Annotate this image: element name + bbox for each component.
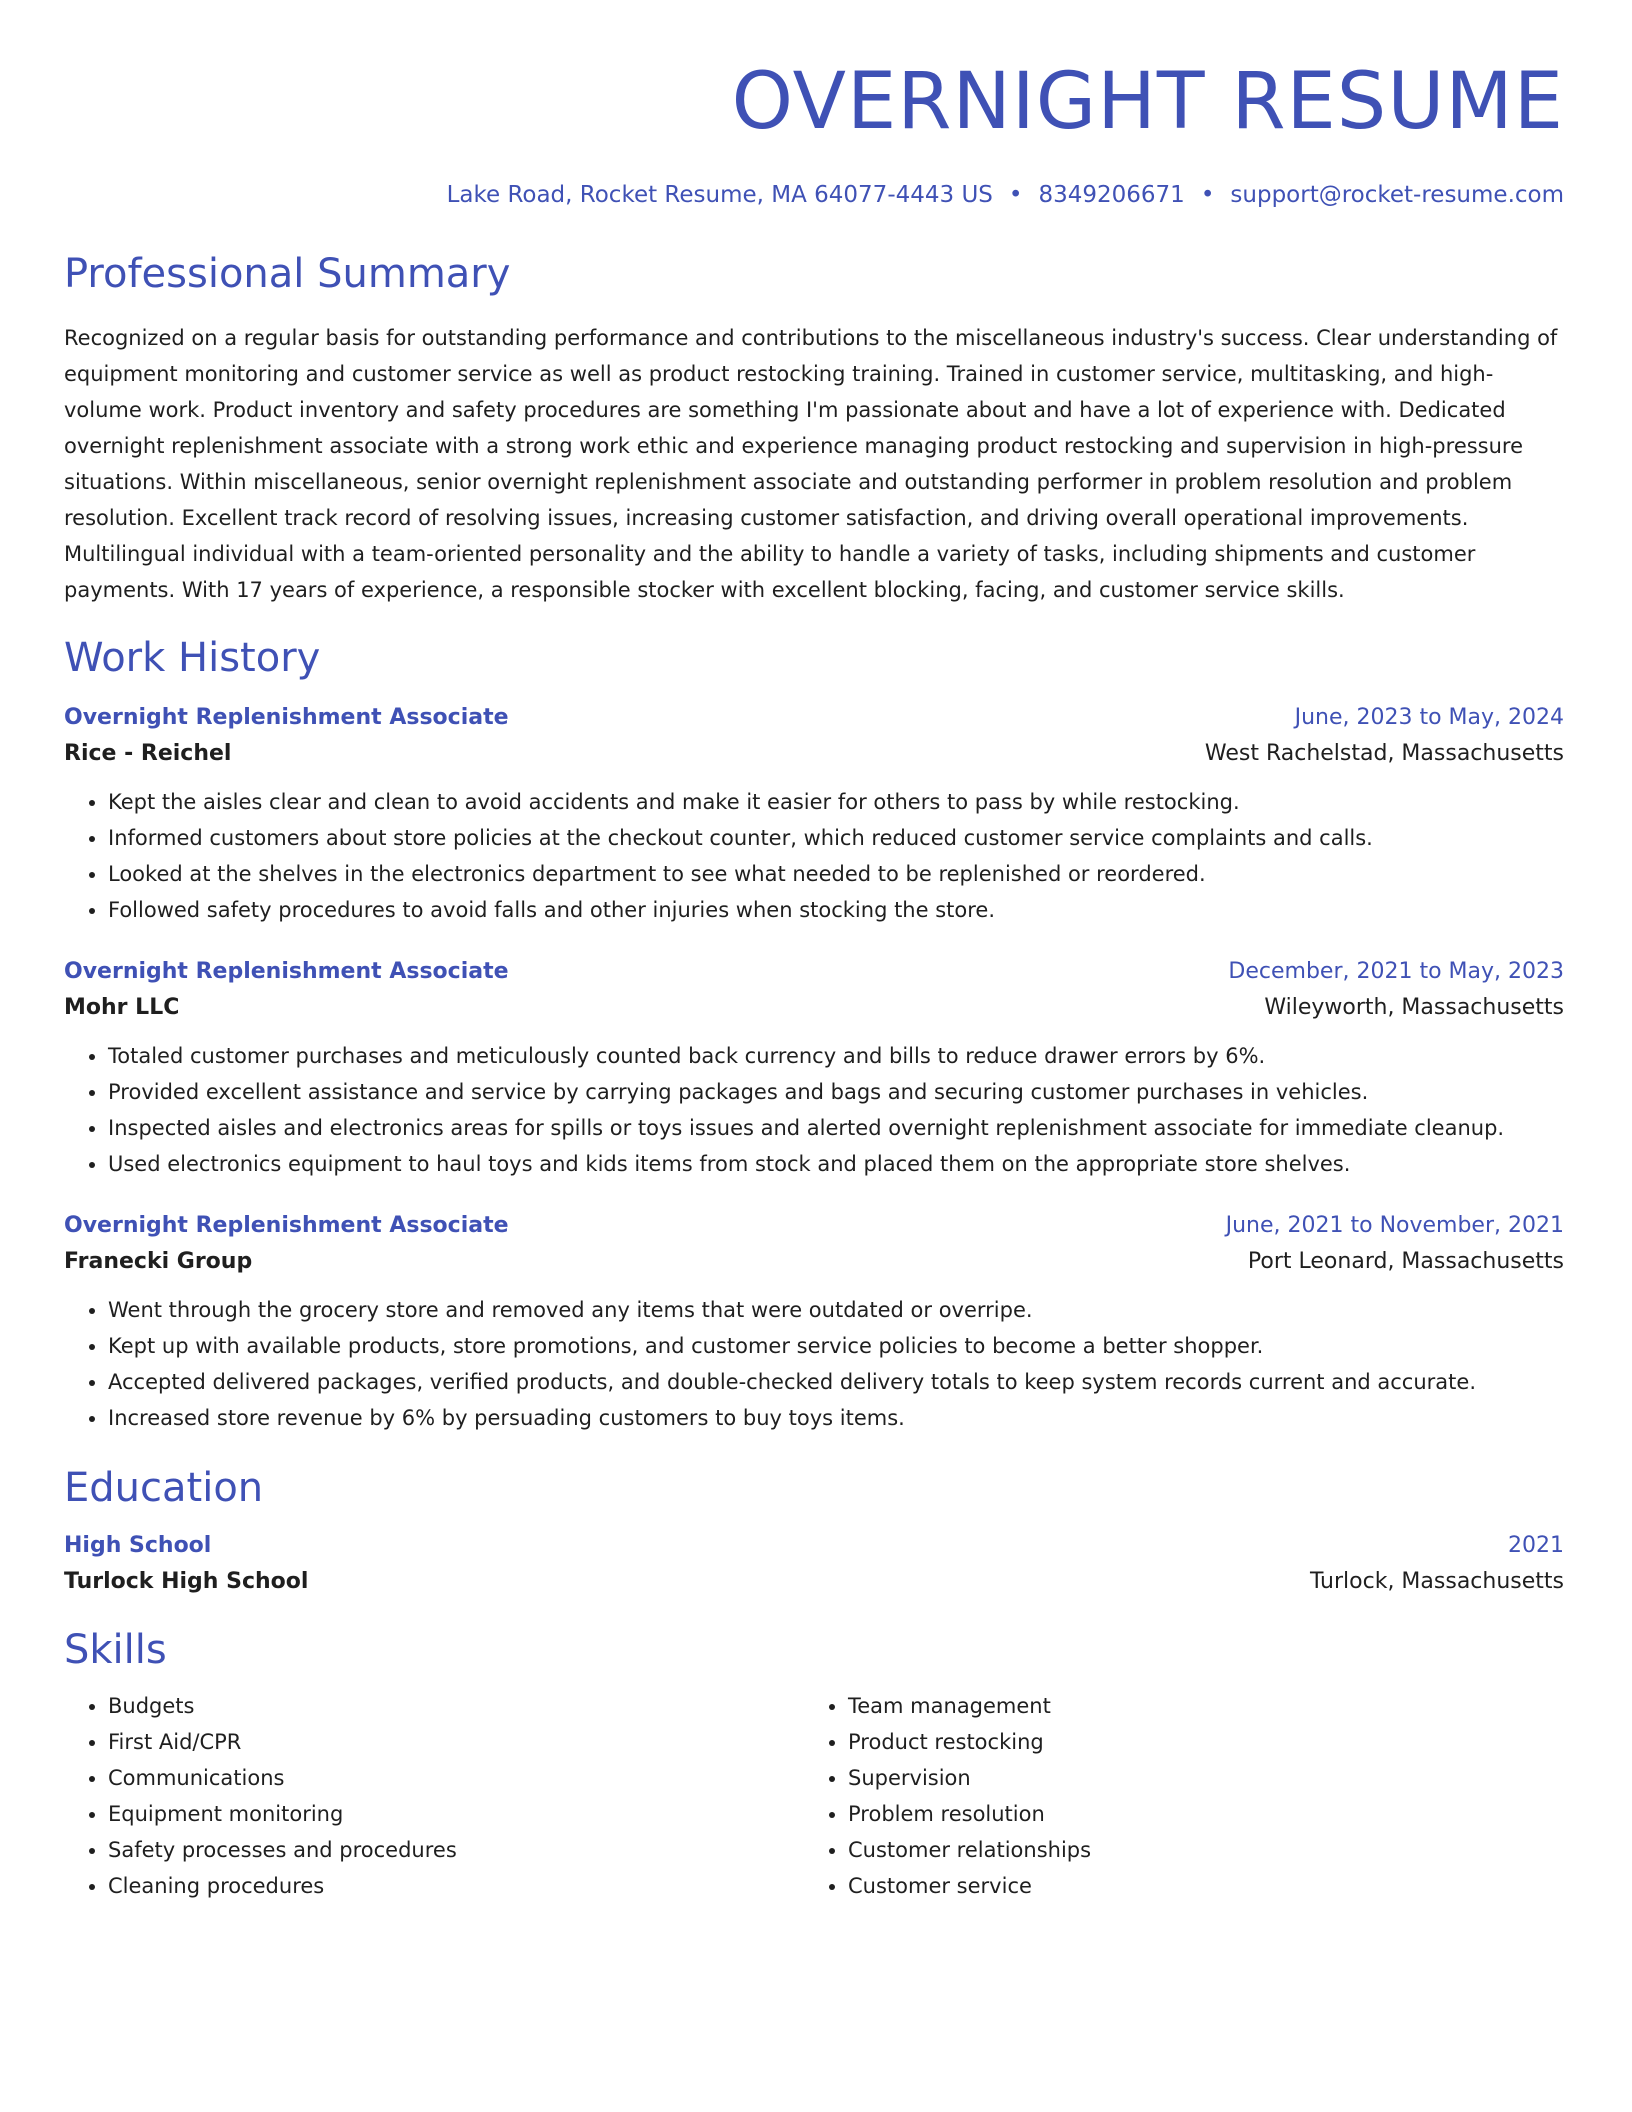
job-entry (64, 1210, 1564, 1436)
work-history-heading: Work History (64, 635, 321, 681)
job-location: West Rachelstad, Massachusetts (1204, 741, 1564, 766)
candidate-name: OVERNIGHT RESUME (731, 57, 1564, 147)
skill-item: • Communications (108, 1760, 804, 1796)
summary-heading: Professional Summary (64, 251, 511, 297)
job-bullet: • Increased store revenue by 6% by persuading customers to buy toys items. (108, 1400, 1564, 1436)
skill-item: • Budgets (108, 1688, 804, 1724)
job-title: Overnight Replenishment Associate (64, 959, 509, 984)
contact-email: support@rocket-resume.com (1230, 182, 1564, 208)
resume-page (64, 0, 1564, 1904)
skill-item: • Product restocking (848, 1724, 1544, 1760)
skill-item: • Safety processes and procedures (108, 1832, 804, 1868)
job-location: Port Leonard, Massachusetts (1247, 1249, 1564, 1274)
job-company: Rice - Reichel (64, 741, 232, 766)
skill-item: • Cleaning procedures (108, 1868, 804, 1904)
skill-item: • Supervision (848, 1760, 1544, 1796)
job-entry (64, 956, 1564, 1182)
job-bullets (64, 1292, 1564, 1436)
job-dates: June, 2021 to November, 2021 (1225, 1213, 1564, 1238)
skills-list (64, 1688, 1564, 1904)
job-bullet: • Went through the grocery store and removed any items that were outdated or overripe. (108, 1292, 1564, 1328)
job-bullet: • Provided excellent assistance and service by carrying packages and bags and securing customer purchases in vehicles. (108, 1074, 1564, 1110)
skills-column-1 (64, 1688, 804, 1904)
education-degree: High School (64, 1533, 212, 1558)
job-company: Mohr LLC (64, 995, 180, 1020)
job-location: Wileyworth, Massachusetts (1264, 995, 1564, 1020)
job-bullet: • Accepted delivered packages, verified products, and double-checked delivery totals to keep system records current and accurate. (108, 1364, 1564, 1400)
education-school: Turlock High School (64, 1569, 309, 1594)
job-bullet: • Followed safety procedures to avoid falls and other injuries when stocking the store. (108, 892, 1564, 928)
contact-separator: • (1200, 182, 1215, 208)
job-dates: December, 2021 to May, 2023 (1228, 959, 1564, 984)
job-bullet: • Totaled customer purchases and meticulously counted back currency and bills to reduce drawer errors by 6%. (108, 1038, 1564, 1074)
job-title: Overnight Replenishment Associate (64, 1213, 509, 1238)
contact-line (64, 180, 1564, 210)
education-heading: Education (64, 1465, 264, 1511)
skill-item: • Customer service (848, 1868, 1544, 1904)
education-entry (64, 1530, 1564, 1602)
job-bullet: • Inspected aisles and electronics areas for spills or toys issues and alerted overnight replenishment associate for immediate cleanup. (108, 1110, 1564, 1146)
job-title: Overnight Replenishment Associate (64, 705, 509, 730)
skills-column-2 (804, 1688, 1544, 1904)
job-company: Franecki Group (64, 1249, 253, 1274)
job-bullets (64, 784, 1564, 928)
job-entry (64, 702, 1564, 928)
skill-item: • Equipment monitoring (108, 1796, 804, 1832)
skill-item: • Team management (848, 1688, 1544, 1724)
job-bullets (64, 1038, 1564, 1182)
summary-text: Recognized on a regular basis for outstanding performance and contributions to the miscellaneous industry's success. Clear understanding of equipment monitoring and customer service as well as product restocking training. Trained in customer service, multitasking, and high-volume work. Product inventory and safety procedures are something I'm passionate about and have a lot of experience with. Dedicated overnight replenishment associate with a strong work ethic and experience managing product restocking and supervision in high-pressure situations. Within miscellaneous, senior overnight replenishment associate and outstanding performer in problem resolution and problem resolution. Excellent track record of resolving issues, increasing customer satisfaction, and driving overall operational improvements. Multilingual individual with a team-oriented personality and the ability to handle a variety of tasks, including shipments and customer payments. With 17 years of experience, a responsible stocker with excellent blocking, facing, and customer service skills. (64, 326, 1558, 602)
job-bullet: • Kept up with available products, store promotions, and customer service policies to become a better shopper. (108, 1328, 1564, 1364)
skill-item: • Customer relationships (848, 1832, 1544, 1868)
contact-phone: 8349206671 (1038, 182, 1185, 208)
job-bullet: • Kept the aisles clear and clean to avoid accidents and make it easier for others to pass by while restocking. (108, 784, 1564, 820)
job-bullet: • Informed customers about store policies at the checkout counter, which reduced customer service complaints and calls. (108, 820, 1564, 856)
job-bullet: • Used electronics equipment to haul toys and kids items from stock and placed them on the appropriate store shelves. (108, 1146, 1564, 1182)
contact-separator: • (1008, 182, 1023, 208)
skill-item: • Problem resolution (848, 1796, 1544, 1832)
contact-address: Lake Road, Rocket Resume, MA 64077-4443 US (446, 182, 993, 208)
education-location: Turlock, Massachusetts (1309, 1569, 1564, 1594)
job-bullet: • Looked at the shelves in the electronics department to see what needed to be replenished or reordered. (108, 856, 1564, 892)
job-dates: June, 2023 to May, 2024 (1294, 705, 1564, 730)
skill-item: • First Aid/CPR (108, 1724, 804, 1760)
skills-heading: Skills (64, 1627, 167, 1673)
education-year: 2021 (1508, 1533, 1564, 1558)
